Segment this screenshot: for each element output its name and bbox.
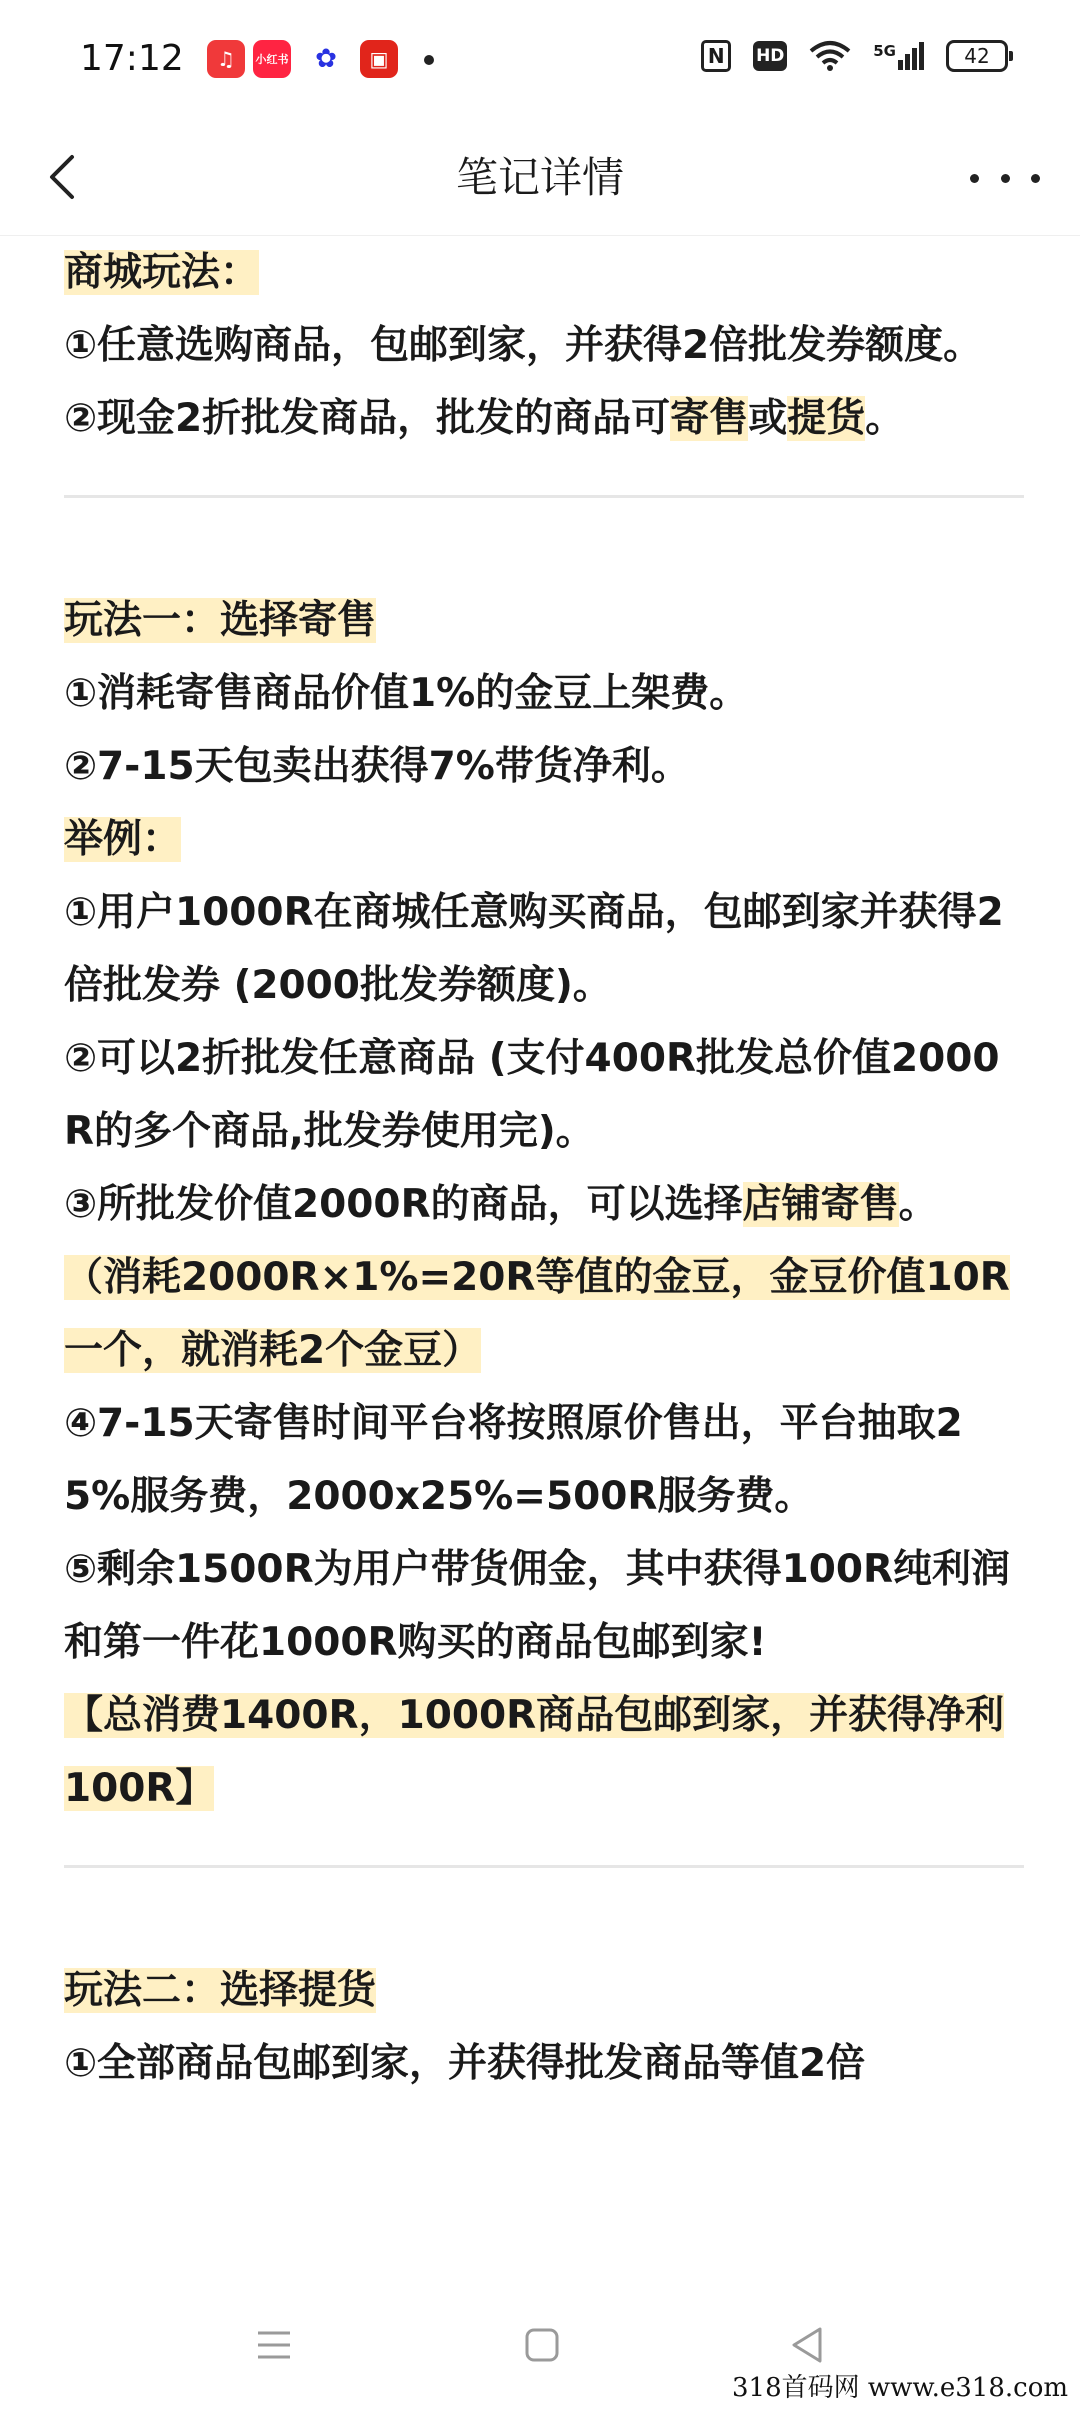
signal-icon	[873, 42, 924, 70]
highlighted-text: 玩法二：选择提货	[64, 1968, 377, 2013]
paragraph-text: 。	[898, 1182, 938, 1227]
paragraph-text: ⑤剩余1500R为用户带货佣金，其中获得100R纯利润和第一件花1000R购买的商品包邮到家!	[64, 1547, 1011, 1665]
note-paragraph	[64, 236, 1024, 309]
paragraph-text: ②7-15天包卖出获得7%带货净利。	[64, 744, 690, 789]
paragraph-text: ②现金2折批发商品，批发的商品可	[64, 396, 671, 441]
paragraph-text: ①全部商品包邮到家，并获得批发商品等值2倍	[64, 2041, 866, 2086]
watermark: 318首码网 www.e318.com	[732, 2367, 1068, 2404]
baidu-app-icon: ✿	[307, 40, 345, 78]
note-paragraph	[64, 803, 1024, 876]
status-bar	[0, 0, 1080, 120]
highlighted-text: 【总消费1400R，1000R商品包邮到家，并获得净利100R】	[64, 1693, 1005, 1811]
note-paragraph	[64, 584, 1024, 657]
paragraph-text: 或	[748, 396, 788, 441]
highlighted-text: 寄售	[670, 396, 749, 441]
paragraph-text: ①任意选购商品，包邮到家，并获得2倍批发券额度。	[64, 323, 983, 368]
section-divider	[64, 495, 1024, 498]
battery-icon	[946, 40, 1008, 72]
status-time: 17:12	[80, 38, 184, 79]
more-options-icon[interactable]	[970, 160, 1040, 196]
note-paragraph	[64, 1022, 1024, 1168]
note-paragraph	[64, 657, 1024, 730]
note-paragraph	[64, 2027, 1024, 2100]
note-paragraph	[64, 1533, 1024, 1679]
note-paragraph	[64, 382, 1024, 455]
highlighted-text: 玩法一：选择寄售	[64, 598, 377, 643]
highlighted-text: 店铺寄售	[742, 1182, 899, 1227]
gesture-navigation-bar	[0, 2275, 1080, 2412]
note-paragraph	[64, 309, 1024, 382]
paragraph-text: ①用户1000R在商城任意购买商品，包邮到家并获得2倍批发券 (2000批发券额度)。	[64, 890, 1004, 1008]
paragraph-text: ④7-15天寄售时间平台将按照原价售出，平台抽取25%服务费，2000x25%=500R服务费。	[64, 1401, 963, 1519]
note-paragraph	[64, 1387, 1024, 1533]
note-paragraph	[64, 1168, 1024, 1241]
paragraph-text: ①消耗寄售商品价值1%的金豆上架费。	[64, 671, 749, 716]
highlighted-text: 举例：	[64, 817, 182, 862]
highlighted-text: 商城玩法：	[64, 250, 260, 295]
section-divider	[64, 1865, 1024, 1868]
wifi-icon	[809, 40, 851, 72]
note-paragraph	[64, 1679, 1024, 1825]
paragraph-text: ③所批发价值2000R的商品，可以选择	[64, 1182, 743, 1227]
paragraph-text: 。	[865, 396, 905, 441]
highlighted-text: 提货	[787, 396, 866, 441]
note-paragraph	[64, 730, 1024, 803]
music-app-icon: ♫	[207, 40, 245, 78]
notification-dot	[424, 55, 434, 65]
nav-bar	[0, 120, 1080, 236]
battery-level: 42	[964, 44, 990, 68]
highlighted-text: （消耗2000R×1%=20R等值的金豆，金豆价值10R一个，就消耗2个金豆）	[64, 1255, 1010, 1373]
status-right	[701, 40, 1008, 72]
menu-icon[interactable]	[252, 2323, 296, 2367]
xiaohongshu-app-icon: 小红书	[253, 40, 291, 78]
paragraph-text: ②可以2折批发任意商品 (支付400R批发总价值2000R的多个商品,批发券使用完)。	[64, 1036, 1000, 1154]
note-paragraph	[64, 1954, 1024, 2027]
note-paragraph	[64, 876, 1024, 1022]
jd-app-icon: ▣	[360, 40, 398, 78]
home-icon[interactable]	[520, 2323, 564, 2367]
network-type-label: 5G	[873, 42, 896, 60]
note-content	[64, 236, 1024, 2276]
nfc-icon: N	[701, 40, 731, 72]
back-triangle-icon[interactable]	[786, 2323, 830, 2367]
note-paragraph	[64, 1241, 1024, 1387]
hd-icon: HD	[753, 41, 787, 71]
page-title: 笔记详情	[455, 153, 624, 202]
